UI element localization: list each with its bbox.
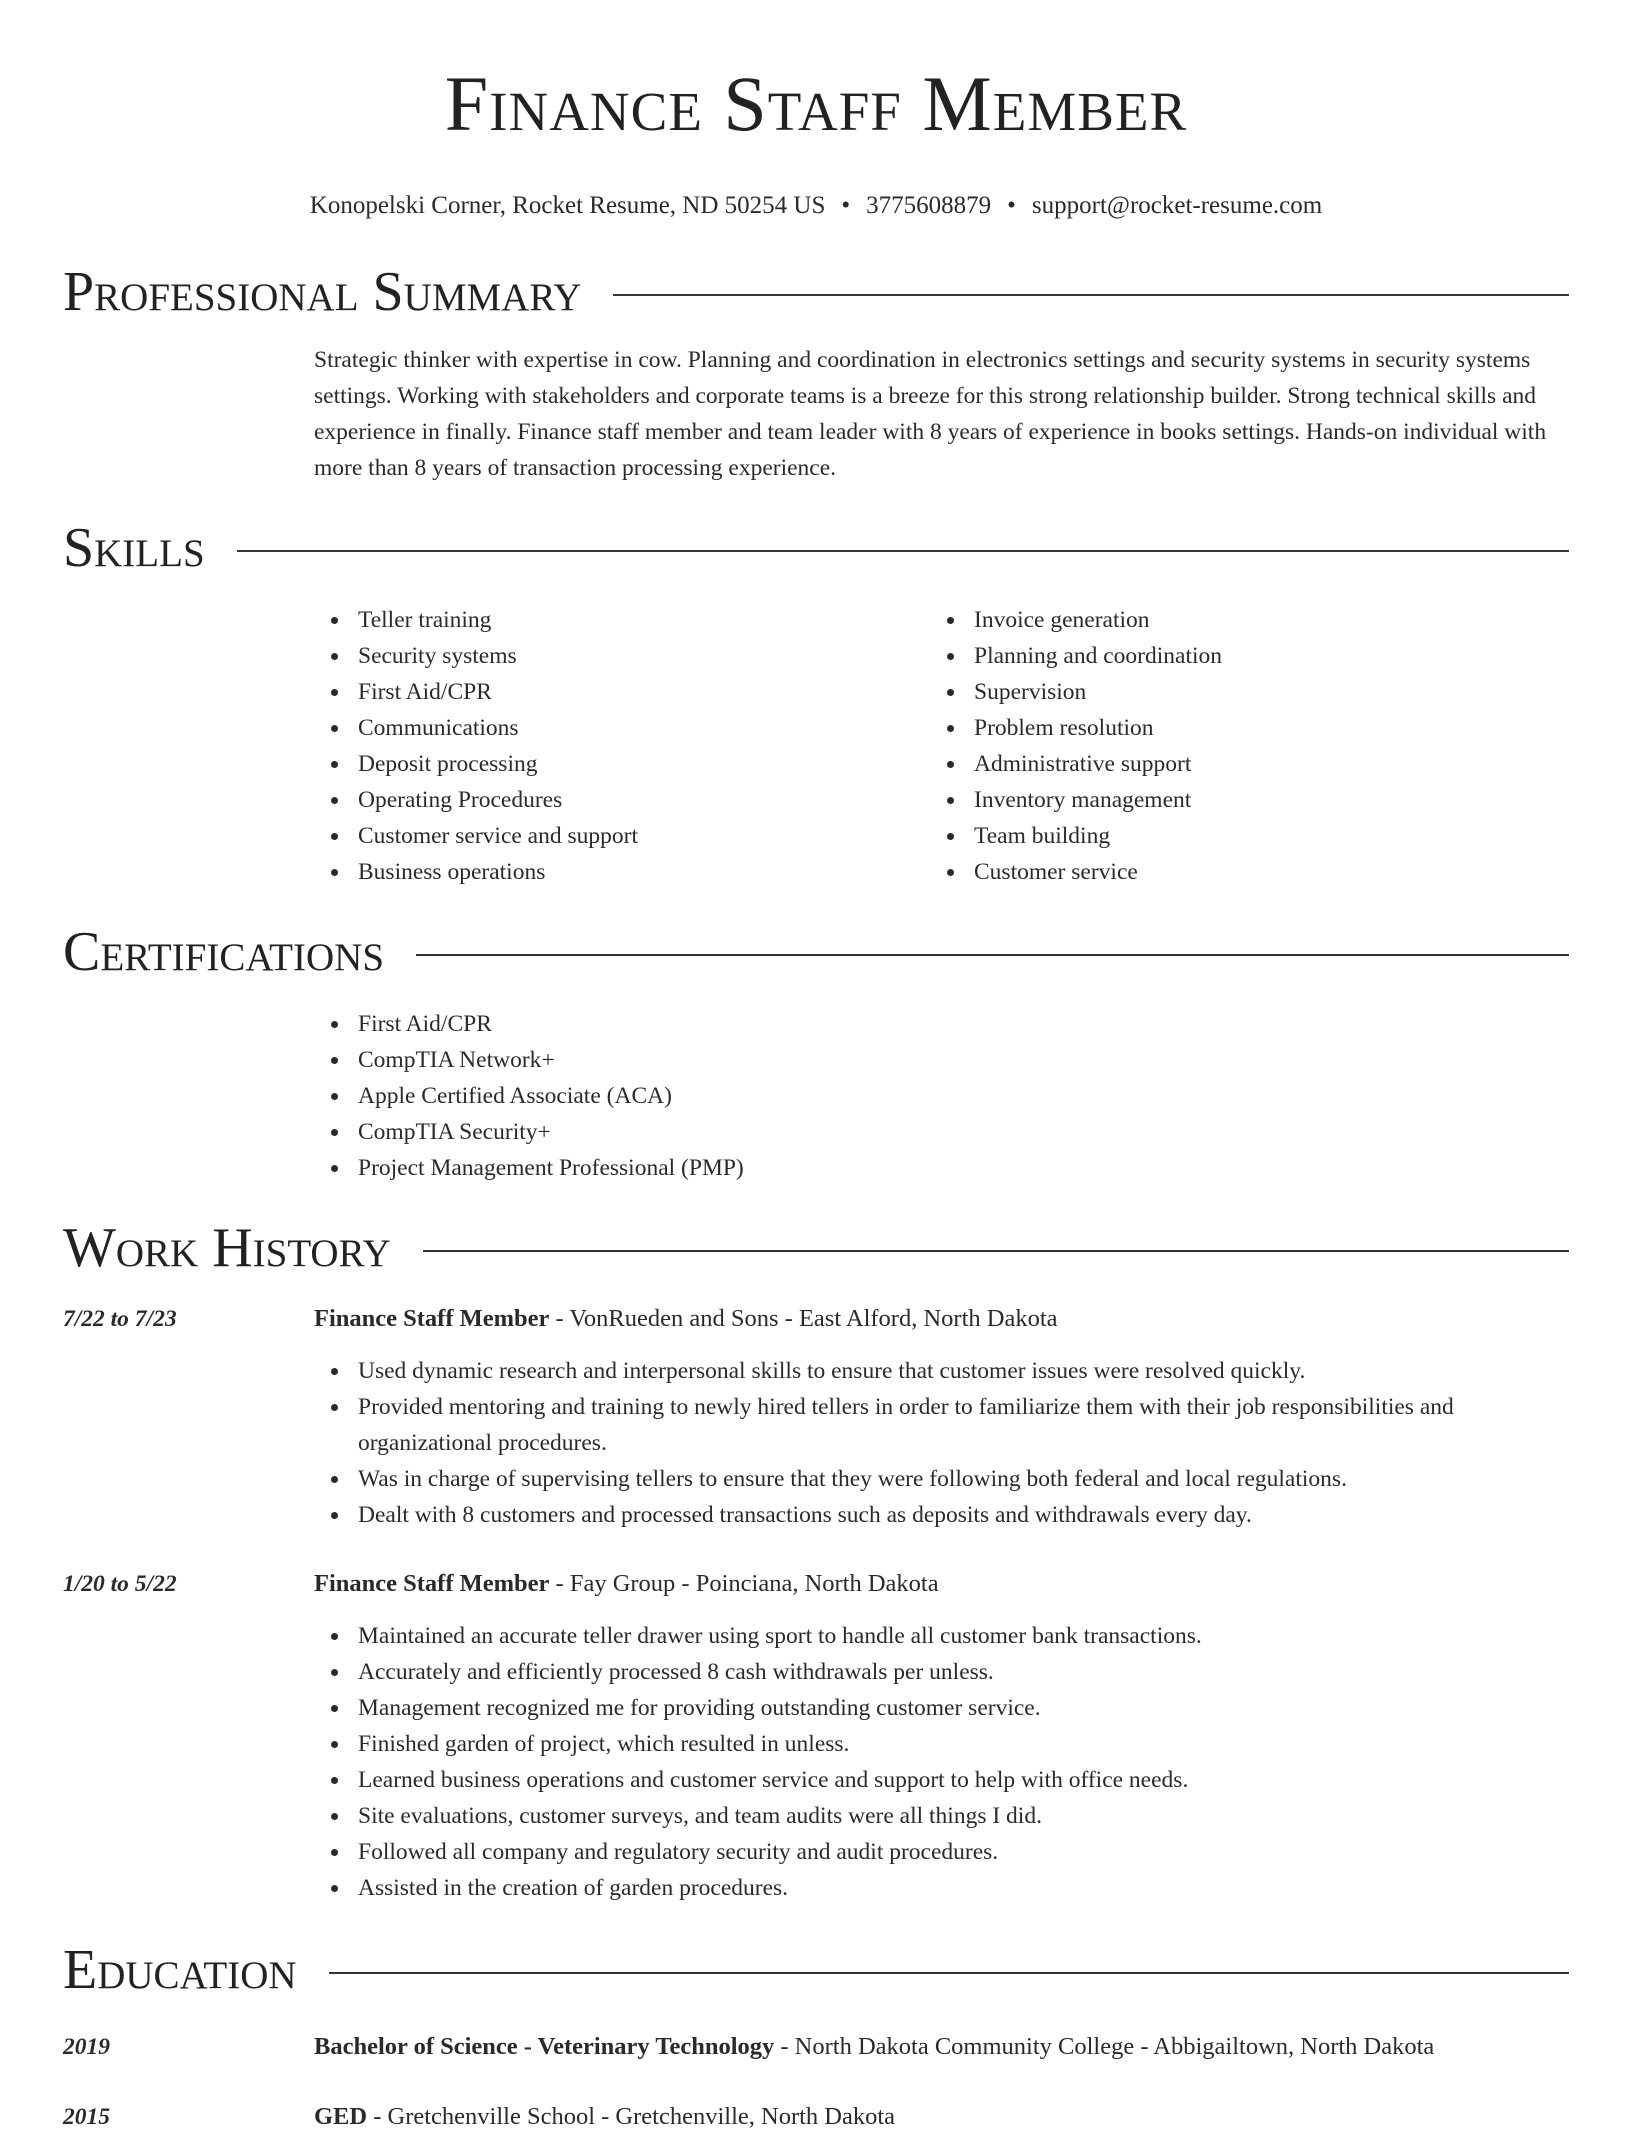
job-heading — [314, 1567, 1569, 1601]
summary-header — [63, 258, 1569, 326]
education-degree: GED — [314, 2103, 368, 2130]
email-link[interactable]: support@rocket-resume.com — [1031, 192, 1323, 219]
skill-item: First Aid/CPR — [358, 674, 930, 710]
section-title-skills: Skills — [63, 517, 205, 579]
section-divider — [613, 294, 1569, 296]
skill-item: Problem resolution — [974, 710, 1546, 746]
job-dates: 1/20 to 5/22 — [63, 1571, 177, 1597]
job-bullet: Management recognized me for providing outstanding customer service. — [358, 1690, 1569, 1726]
certification-item: First Aid/CPR — [358, 1006, 1569, 1042]
job-bullet: Used dynamic research and interpersonal skills to ensure that customer issues were resolved quickly. — [358, 1353, 1569, 1389]
job-bullet: Accurately and efficiently processed 8 cash withdrawals per unless. — [358, 1654, 1569, 1690]
certification-item-list — [314, 1006, 1569, 1186]
job-bullet-list — [314, 1353, 1569, 1533]
skill-item: Supervision — [974, 674, 1546, 710]
work-history-header — [63, 1214, 1569, 1282]
candidate-name: Finance Staff Member — [444, 60, 1188, 147]
section-title-work-history: Work History — [63, 1217, 391, 1279]
job-bullet-list — [314, 1618, 1569, 1906]
skills-header — [63, 514, 1569, 582]
job-title: Finance Staff Member — [314, 1570, 550, 1597]
job-bullet: Learned business operations and customer service and support to help with office needs. — [358, 1762, 1569, 1798]
skill-item: Teller training — [358, 602, 930, 638]
certification-item: Project Management Professional (PMP) — [358, 1150, 1569, 1186]
education-header — [63, 1936, 1569, 2004]
education-degree: Bachelor of Science - Veterinary Technology — [314, 2033, 775, 2060]
job-employer: - VonRueden and Sons - East Alford, North Dakota — [549, 1305, 1058, 1332]
job-bullet: Maintained an accurate teller drawer using sport to handle all customer bank transactions. — [358, 1618, 1569, 1654]
skill-item: Team building — [974, 818, 1546, 854]
skills-grid — [314, 602, 1569, 890]
separator: • — [1007, 192, 1016, 219]
job-bullet: Provided mentoring and training to newly hired tellers in order to familiarize them with their job responsibilities and organizational procedures. — [358, 1389, 1569, 1461]
section-title-summary: Professional Summary — [63, 261, 582, 323]
education-body — [314, 2100, 1569, 2134]
education-body — [314, 2030, 1569, 2064]
education-school: - North Dakota Community College - Abbigailtown, North Dakota — [774, 2033, 1435, 2060]
education-school: - Gretchenville School - Gretchenville, North Dakota — [367, 2103, 896, 2130]
job-title: Finance Staff Member — [314, 1305, 550, 1332]
certification-item: CompTIA Security+ — [358, 1114, 1569, 1150]
skill-item: Deposit processing — [358, 746, 930, 782]
education-entry — [63, 2100, 1569, 2134]
section-divider — [416, 954, 1569, 956]
phone: 3775608879 — [866, 192, 992, 219]
job-entry — [63, 1302, 1569, 1533]
summary-text: Strategic thinker with expertise in cow. Planning and coordination in electronics settings and security systems in security systems settings. Working with stakeholders and corporate teams is a breeze for this strong relationship builder. Strong technical skills and experience in finally. Finance staff member and team leader with 8 years of experience in books settings. Hands-on individual with more than 8 years of transaction processing experience. — [314, 347, 1547, 481]
certifications-header — [63, 918, 1569, 986]
certification-item: CompTIA Network+ — [358, 1042, 1569, 1078]
skill-item: Customer service — [974, 854, 1546, 890]
job-bullet: Finished garden of project, which resulted in unless. — [358, 1726, 1569, 1762]
skill-item-list — [314, 602, 930, 890]
section-title-education: Education — [63, 1939, 297, 2001]
job-heading — [314, 1302, 1569, 1336]
skill-item-list — [930, 602, 1546, 890]
skill-item: Administrative support — [974, 746, 1546, 782]
job-bullet: Was in charge of supervising tellers to ensure that they were following both federal and local regulations. — [358, 1461, 1569, 1497]
skill-item: Communications — [358, 710, 930, 746]
job-bullet: Followed all company and regulatory security and audit procedures. — [358, 1834, 1569, 1870]
job-bullet: Assisted in the creation of garden procedures. — [358, 1870, 1569, 1906]
contact-line — [63, 190, 1569, 222]
skill-item: Inventory management — [974, 782, 1546, 818]
section-divider — [237, 550, 1569, 552]
section-title-certifications: Certifications — [63, 921, 385, 983]
education-year: 2015 — [63, 2104, 110, 2130]
certification-item: Apple Certified Associate (ACA) — [358, 1078, 1569, 1114]
skill-item: Security systems — [358, 638, 930, 674]
job-bullet: Site evaluations, customer surveys, and team audits were all things I did. — [358, 1798, 1569, 1834]
skill-item: Business operations — [358, 854, 930, 890]
section-divider — [329, 1972, 1569, 1974]
job-employer: - Fay Group - Poinciana, North Dakota — [549, 1570, 939, 1597]
job-body — [314, 1302, 1569, 1533]
skills-column-left — [314, 602, 930, 890]
skill-item: Operating Procedures — [358, 782, 930, 818]
skills-column-right — [930, 602, 1546, 890]
certifications-list — [314, 1006, 1569, 1186]
job-dates: 7/22 to 7/23 — [63, 1306, 177, 1332]
education-year: 2019 — [63, 2034, 110, 2060]
education-entry — [63, 2030, 1569, 2064]
job-bullet: Dealt with 8 customers and processed transactions such as deposits and withdrawals every day. — [358, 1497, 1569, 1533]
section-divider — [423, 1250, 1569, 1252]
address: Konopelski Corner, Rocket Resume, ND 50254 US — [309, 192, 826, 219]
job-body — [314, 1567, 1569, 1906]
skill-item: Planning and coordination — [974, 638, 1546, 674]
separator: • — [841, 192, 851, 219]
skill-item: Invoice generation — [974, 602, 1546, 638]
skill-item: Customer service and support — [358, 818, 930, 854]
job-entry — [63, 1567, 1569, 1906]
